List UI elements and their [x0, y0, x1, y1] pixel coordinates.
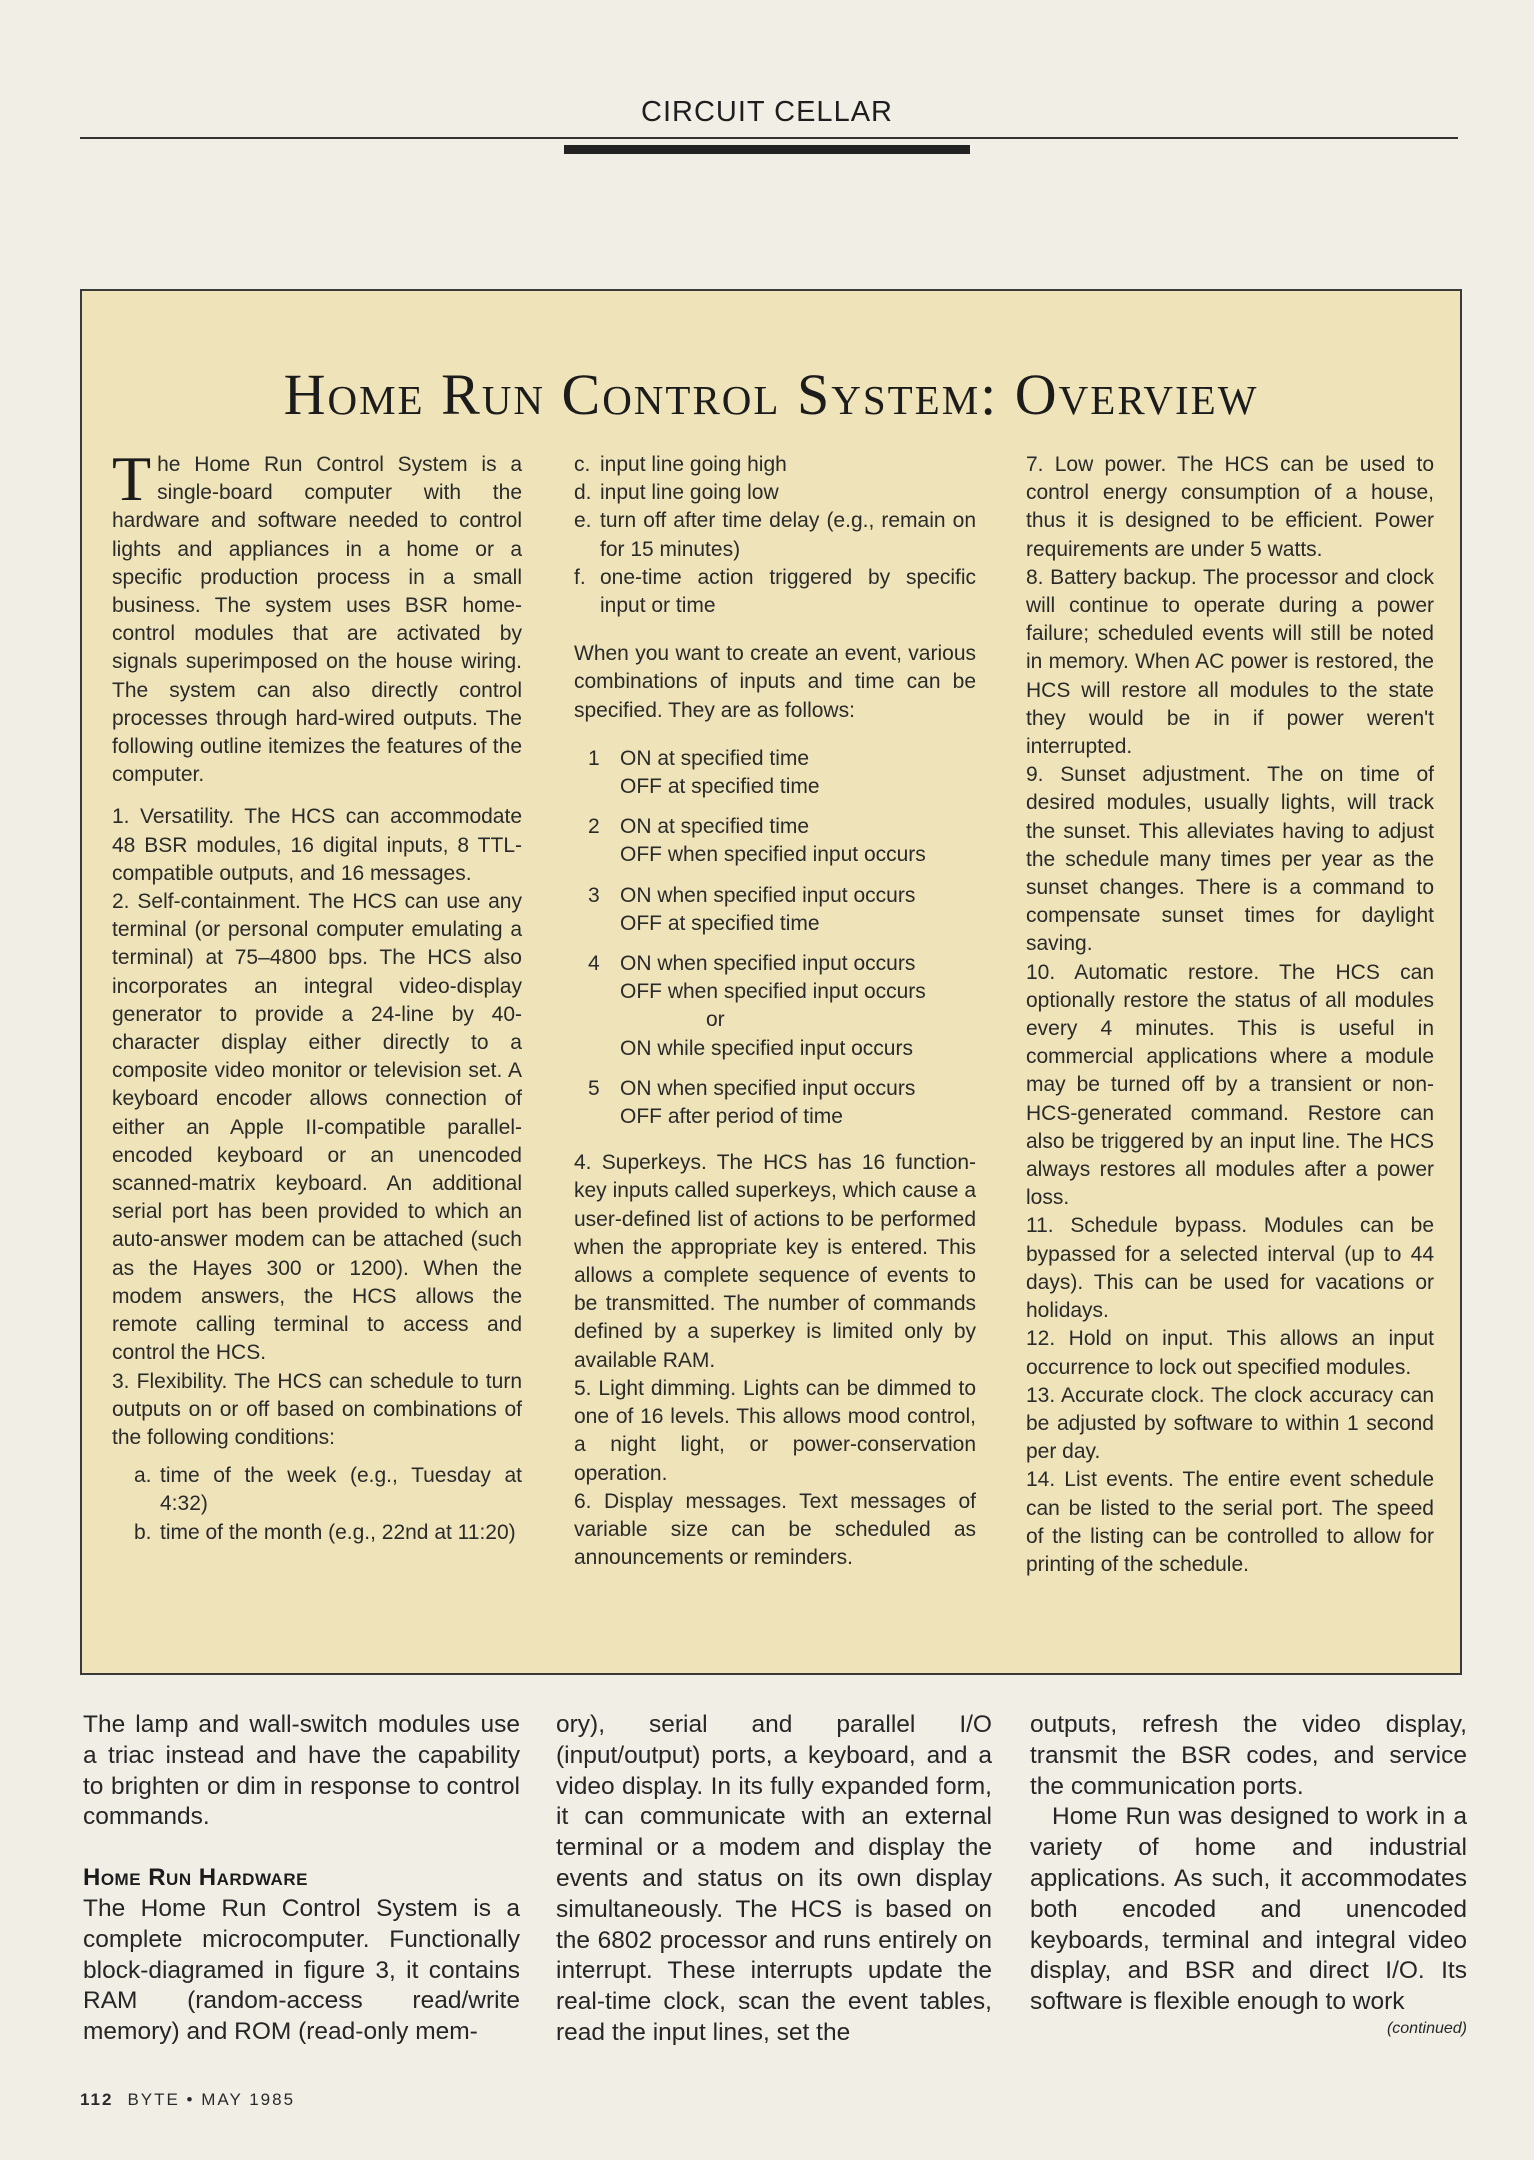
condition-item: a. time of the week (e.g., Tuesday at 4:32) — [134, 1464, 522, 1516]
sidebar-column-3 — [1026, 451, 1434, 1579]
feature-item: 2. Self-containment. The HCS can use any terminal (or personal computer emulating a terminal) at 75–4800 bps. The HCS also incorporates an integral video-display generator to provide a 24-line by 40-character display either directly to a composite video monitor or television set. A keyboard encoder allows connection of either an Apple II-compatible parallel-encoded keyboard or an unencoded scanned-matrix keyboard. An additional serial port has been provided to which an auto-answer modem can be attached (such as the Hayes 300 or 1200). When the modem answers, the HCS allows the remote calling terminal to access and control the HCS. — [112, 890, 522, 1365]
magazine-issue: BYTE • MAY 1985 — [127, 2090, 296, 2109]
condition-item: c. input line going high — [574, 453, 787, 476]
feature-item: 11. Schedule bypass. Modules can be bypassed for a selected interval (up to 44 days). This can be used for vacations or holidays. — [1026, 1214, 1434, 1323]
feature-item: 10. Automatic restore. The HCS can optionally restore the status of all modules every 4 minutes. This is useful in commercial applications where a module may be turned off by a transient or non-HCS-generated command. Restore can also be triggered by an input line. The HCS always restores all modules after a power loss. — [1026, 960, 1434, 1210]
header-rule — [80, 137, 1458, 139]
condition-item: d. input line going low — [574, 481, 779, 505]
feature-item: 6. Display messages. Text messages of variable size can be scheduled as announcements or reminders. — [574, 1489, 976, 1570]
sidebar-title: Home Run Control System: Overview — [283, 362, 1259, 427]
sidebar-column-1 — [112, 443, 522, 1547]
feature-item: 1. Versatility. The HCS can accommodate 48 BSR modules, 16 digital inputs, 8 TTL-compatible outputs, and 16 messages. — [112, 805, 522, 885]
feature-item: 14. List events. The entire event schedule can be listed to the serial port. The speed of the listing can be controlled to allow for printing of the schedule. — [1026, 1468, 1434, 1576]
condition-item: e. turn off after time delay (e.g., remain on for 15 minutes) — [574, 509, 976, 561]
event-combination: 5 ON when specified input occurs OFF after period of time — [588, 1076, 916, 1129]
feature-item: 3. Flexibility. The HCS can schedule to turn outputs on or off based on combinations of the following conditions: — [112, 1369, 522, 1449]
event-combination: 3 ON when specified input occurs OFF at specified time — [588, 883, 916, 935]
body-paragraph: The lamp and wall-switch modules use a triac instead and have the capability to brighten or dim in response to control commands. — [83, 1711, 520, 1831]
drop-cap: T — [112, 443, 152, 514]
page-footer — [80, 2090, 295, 2110]
sidebar-column-2 — [574, 451, 976, 1572]
combinations-intro: When you want to create an event, various combinations of inputs and time can be specified. They are as follows: — [574, 642, 976, 722]
feature-item: 13. Accurate clock. The clock accuracy can be adjusted by software to within 1 second per day. — [1026, 1383, 1434, 1464]
page-number: 112 — [80, 2090, 114, 2109]
overview-sidebar — [80, 289, 1462, 1675]
feature-item: 4. Superkeys. The HCS has 16 function-key inputs called superkeys, which cause a user-defined list of actions to be performed when the appropriate key is entered. This allows a complete sequence of events to be transmitted. The number of commands defined by a superkey is limited only by available RAM. — [574, 1151, 976, 1372]
continued-note: (continued) — [1386, 2019, 1467, 2037]
body-column-3 — [1030, 1710, 1467, 2040]
feature-item: 5. Light dimming. Lights can be dimmed to one of 16 levels. This allows mood control, a night light, or power-conservation operation. — [574, 1376, 976, 1485]
body-paragraph: The Home Run Control System is a complete microcomputer. Functionally block-diagramed in figure 3, it contains RAM (random-access read/write memory) and ROM (read-only mem- — [83, 1894, 520, 2046]
event-combination: 1 ON at specified time OFF at specified time — [588, 746, 820, 799]
feature-item: 7. Low power. The HCS can be used to control energy consumption of a house, thus it is designed to be efficient. Power requirements are under 5 watts. — [1026, 453, 1434, 561]
section-heading: Home Run Hardware — [83, 1864, 308, 1892]
event-combination: 2 ON at specified time OFF when specified input occurs — [588, 815, 926, 867]
condition-item: b. time of the month (e.g., 22nd at 11:20) — [134, 1520, 516, 1544]
running-header: CIRCUIT CELLAR — [641, 96, 893, 128]
event-combination: 4 ON when specified input occurs OFF when specified input occurs or ON while specified input occurs — [588, 952, 926, 1060]
body-paragraph: Home Run was designed to work in a variety of home and industrial applications. As such, it accommodates both encoded and unencoded keyboards, terminal and integral video display, and BSR and direct I/O. Its software is flexible enough to work — [1030, 1803, 1467, 2016]
condition-item: f. one-time action triggered by specific input or time — [574, 565, 976, 618]
intro-paragraph: The Home Run Control System is a single-board computer with the hardware and software needed to control lights and appliances in a home or a specific production process in a small business. The system uses BSR home-control modules that are activated by signals superimposed on the house wiring. The system can also directly control processes through hard-wired outputs. The following outline itemizes the features of the computer. — [112, 443, 522, 787]
header-bar — [564, 145, 970, 154]
body-column-2 — [556, 1710, 992, 2049]
body-column-1 — [83, 1710, 520, 2048]
body-paragraph: ory), serial and parallel I/O (input/output) ports, a keyboard, and a video display. In its fully expanded form, it can communicate with an external terminal or a modem and display the events and status on its own display simultaneously. The HCS is based on the 6802 processor and runs entirely on interrupt. These interrupts update the real-time clock, scan the event tables, read the input lines, set the — [556, 1711, 992, 2046]
body-paragraph: outputs, refresh the video display, transmit the BSR codes, and service the communication ports. — [1030, 1711, 1467, 1800]
feature-item: 9. Sunset adjustment. The on time of desired modules, usually lights, will track the sunset. This alleviates having to adjust the schedule many times per year as the sunset changes. There is a command to compensate sunset times for daylight saving. — [1026, 763, 1434, 956]
feature-item: 8. Battery backup. The processor and clock will continue to operate during a power failure; scheduled events will still be noted in memory. When AC power is restored, the HCS will restore all modules to the state they would be in if power weren't interrupted. — [1026, 565, 1434, 759]
feature-item: 12. Hold on input. This allows an input occurrence to lock out specified modules. — [1026, 1327, 1434, 1379]
